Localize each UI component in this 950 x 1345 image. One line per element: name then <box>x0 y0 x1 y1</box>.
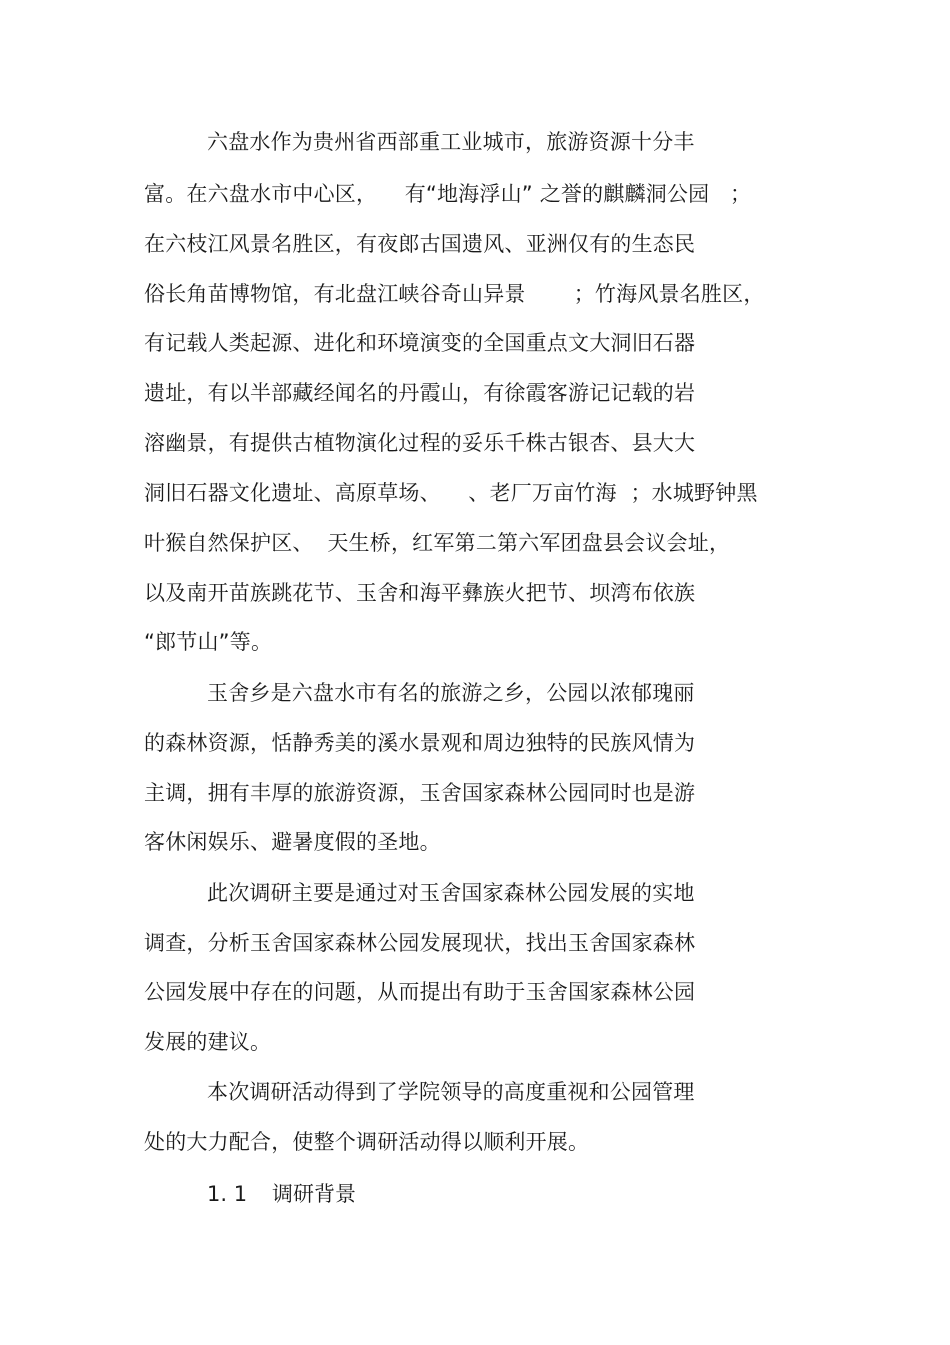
text-line: 俗长角苗博物馆，有北盘江峡谷奇山异景 ；竹海风景名胜区， <box>144 282 765 306</box>
text-line: 遗址，有以半部藏经闻名的丹霞山，有徐霞客游记记载的岩 <box>144 381 696 405</box>
text-line: 的森林资源，恬静秀美的溪水景观和周边独特的民族风情为 <box>144 731 696 755</box>
text-line: 洞旧石器文化遗址、高原草场、 、老厂万亩竹海 ；水城野钟黑 <box>144 481 758 505</box>
text-line: 玉舍乡是六盘水市有名的旅游之乡，公园以浓郁瑰丽 <box>207 681 695 705</box>
text-line: 发展的建议。 <box>144 1030 272 1054</box>
text-line: “郎节山”等。 <box>144 630 273 654</box>
text-line: 公园发展中存在的问题，从而提出有助于玉舍国家森林公园 <box>144 980 696 1004</box>
text-line: 处的大力配合，使整个调研活动得以顺利开展。 <box>144 1130 590 1154</box>
text-line: 溶幽景，有提供古植物演化过程的妥乐千株古银杏、县大大 <box>144 431 696 455</box>
section-title: 调研背景 <box>272 1182 356 1206</box>
text-line: 富。在六盘水市中心区， 有“地海浮山” 之誉的麒麟洞公园 ； <box>144 182 752 206</box>
text-line: 有记载人类起源、进化和环境演变的全国重点文大洞旧石器 <box>144 331 696 355</box>
text-line: 调查，分析玉舍国家森林公园发展现状，找出玉舍国家森林 <box>144 931 696 955</box>
text-line: 本次调研活动得到了学院领导的高度重视和公园管理 <box>207 1080 695 1104</box>
text-line: 六盘水作为贵州省西部重工业城市，旅游资源十分丰 <box>207 130 695 154</box>
text-line: 叶猴自然保护区、 天生桥，红军第二第六军团盘县会议会址， <box>144 531 731 555</box>
text-line: 以及南开苗族跳花节、玉舍和海平彝族火把节、坝湾布依族 <box>144 581 696 605</box>
section-number: 1. 1 <box>207 1182 248 1206</box>
text-line: 主调，拥有丰厚的旅游资源，玉舍国家森林公园同时也是游 <box>144 781 696 805</box>
text-line: 此次调研主要是通过对玉舍国家森林公园发展的实地 <box>207 881 695 905</box>
text-line: 客休闲娱乐、避暑度假的圣地。 <box>144 830 441 854</box>
text-line: 在六枝江风景名胜区，有夜郎古国遗风、亚洲仅有的生态民 <box>144 232 696 256</box>
